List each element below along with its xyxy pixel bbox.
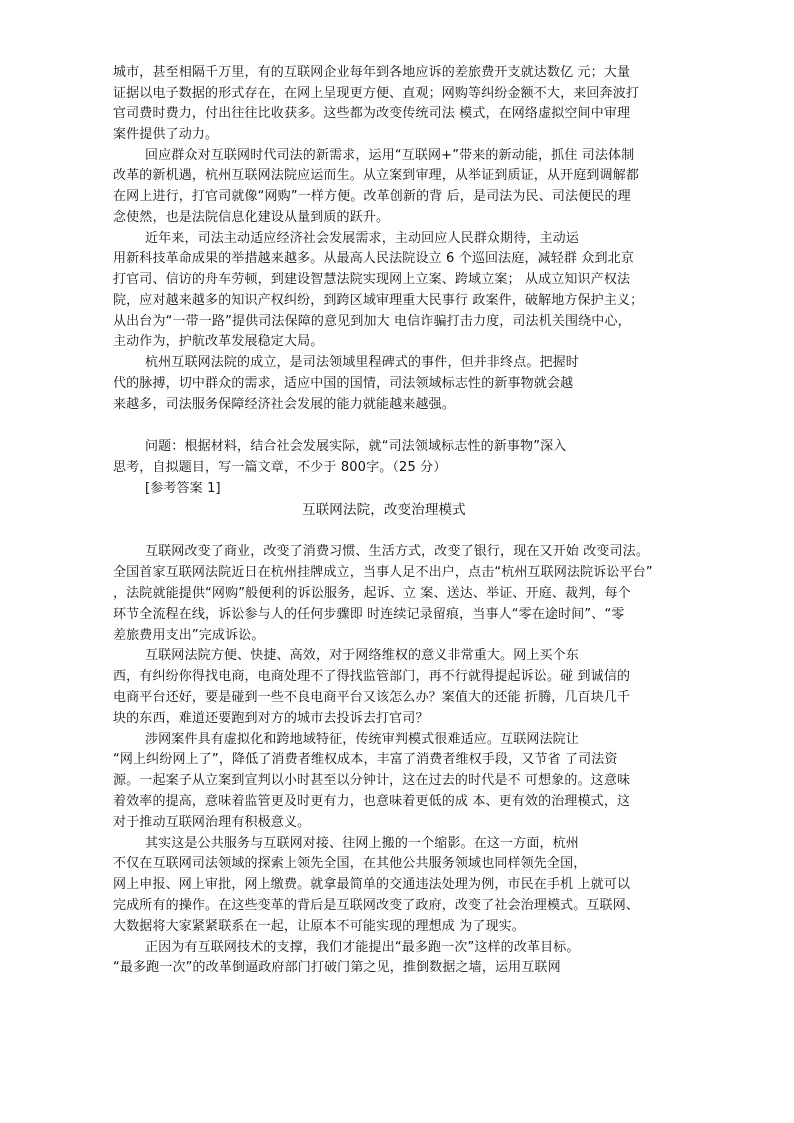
text-line: 对于推动互联网治理有积极意义。 (113, 815, 311, 830)
text-line: 完成所有的操作。在这些变革的背后是互联网改变了政府，改变了社会治理模式。互联网、 (113, 898, 640, 913)
text-line: 互联网改变了商业，改变了消费习惯、生活方式，改变了银行，现在又开始 改变司法。 (145, 544, 649, 559)
text-line: 着效率的提高，意味着监管更及时更有力，也意味着更低的成 本、更有效的治理模式，这 (113, 794, 631, 809)
text-line: 源。一起案子从立案到宣判以小时甚至以分钟计，这在过去的时代是不 可想象的。这意味 (113, 773, 631, 788)
text-line: 涉网案件具有虚拟化和跨地域特征，传统审判模式很难适应。互联网法院让 (145, 732, 579, 747)
text-line: 杭州互联网法院的成立，是司法领域里程碑式的事件，但并非终点。把握时 (145, 355, 579, 370)
text-line: 其实这是公共服务与互联网对接、往网上搬的一个缩影。在这一方面，杭州 (145, 836, 579, 851)
text-line: 在网上进行，打官司就像“网购”一样方便。改革创新的背 后，是司法为民、司法便民的理 (113, 189, 631, 204)
text-line: 案件提供了动力。 (113, 127, 219, 142)
text-line: 西，有纠纷你得找电商，电商处理不了得找监管部门，再不行就得提起诉讼。碰 到诚信的 (113, 669, 631, 684)
text-line: 用新科技革命成果的举措越来越多。从最高人民法院设立 6 个巡回法庭，减轻群 众到北京 (113, 251, 634, 266)
text-line: 回应群众对互联网时代司法的新需求，运用“互联网+”带来的新动能，抓住 司法体制 (145, 148, 635, 163)
text-line: 电商平台还好，要是碰到一些不良电商平台又该怎么办？案值大的还能 折腾，几百块几千 (113, 690, 631, 705)
question-line: 思考，自拟题目，写一篇文章，不少于 800字。（25 分） (113, 460, 447, 475)
text-line: 院，应对越来越多的知识产权纠纷，到跨区域审理重大民事行 政案件，破解地方保护主义； (113, 293, 644, 308)
text-line: 不仅在互联网司法领域的探索上领先全国，在其他公共服务领域也同样领先全国， (113, 856, 587, 871)
text-line: 互联网法院方便、快捷、高效，对于网络维权的意义非常重大。网上买个东 (145, 648, 579, 663)
answer-label: [参考答案 1] (145, 481, 221, 496)
text-line: “网上纠纷网上了”，降低了消费者维权成本，丰富了消费者维权手段，又节省 了司法资 (113, 752, 618, 767)
text-line: 城市，甚至相隔千万里，有的互联网企业每年到各地应诉的差旅费开支就达数亿 元；大量 (113, 65, 631, 80)
text-line: ，法院就能提供“网购”般便利的诉讼服务，起诉、立 案、送达、举证、开庭、裁判，每个 (113, 586, 631, 601)
question-line: 问题：根据材料，结合社会发展实际，就“司法领域标志性的新事物”深入 (145, 439, 567, 454)
text-line: “最多跑一次”的改革倒逼政府部门打破门第之见，推倒数据之墙，运用互联网 (113, 960, 561, 975)
text-line: 差旅费用支出”完成诉讼。 (113, 628, 265, 643)
text-line: 证据以电子数据的形式存在，在网上呈现更方便、直观；网购等纠纷金额不大，来回奔波打 (113, 86, 640, 101)
text-line: 近年来，司法主动适应经济社会发展需求，主动回应人民群众期待，主动运 (145, 231, 579, 246)
text-line: 主动作为，护航改革发展稳定大局。 (113, 334, 324, 349)
text-line: 环节全流程在线，诉讼参与人的任何步骤即 时连续记录留痕，当事人“零在途时间”、“零 (113, 607, 625, 622)
text-line: 从出台为“一带一路”提供司法保障的意见到加大 电信诈骗打击力度，司法机关围绕中心， (113, 314, 631, 329)
text-line: 官司费时费力，付出往往比收获多。这些都为改变传统司法 模式，在网络虚拟空间中审理 (113, 106, 631, 121)
text-line: 代的脉搏，切中群众的需求，适应中国的国情，司法领域标志性的新事物就会越 (113, 376, 574, 391)
text-line: 网上申报、网上审批，网上缴费。就拿最简单的交通违法处理为例，市民在手机 上就可以 (113, 877, 631, 892)
text-line: 正因为有互联网技术的支撑，我们才能提出“最多跑一次”这样的改革目标。 (145, 940, 580, 955)
text-line: 打官司、信访的舟车劳顿，到建设智慧法院实现网上立案、跨域立案； 从成立知识产权法 (113, 272, 631, 287)
text-line: 来越多，司法服务保障经济社会发展的能力就能越来越强。 (113, 397, 455, 412)
text-line: 改革的新机遇，杭州互联网法院应运而生。从立案到审理，从举证到质证，从开庭到调解都 (113, 168, 640, 183)
text-line: 念使然，也是法院信息化建设从量到质的跃升。 (113, 210, 390, 225)
answer-title: 互联网法院，改变治理模式 (302, 502, 466, 518)
text-line: 大数据将大家紧紧联系在一起，让原本不可能实现的理想成 为了现实。 (113, 919, 525, 934)
text-line: 块的东西，难道还要跑到对方的城市去投诉去打官司？ (113, 711, 429, 726)
text-line: 全国首家互联网法院近日在杭州挂牌成立，当事人足不出户，点击“杭州互联网法院诉讼平台” (113, 565, 653, 580)
